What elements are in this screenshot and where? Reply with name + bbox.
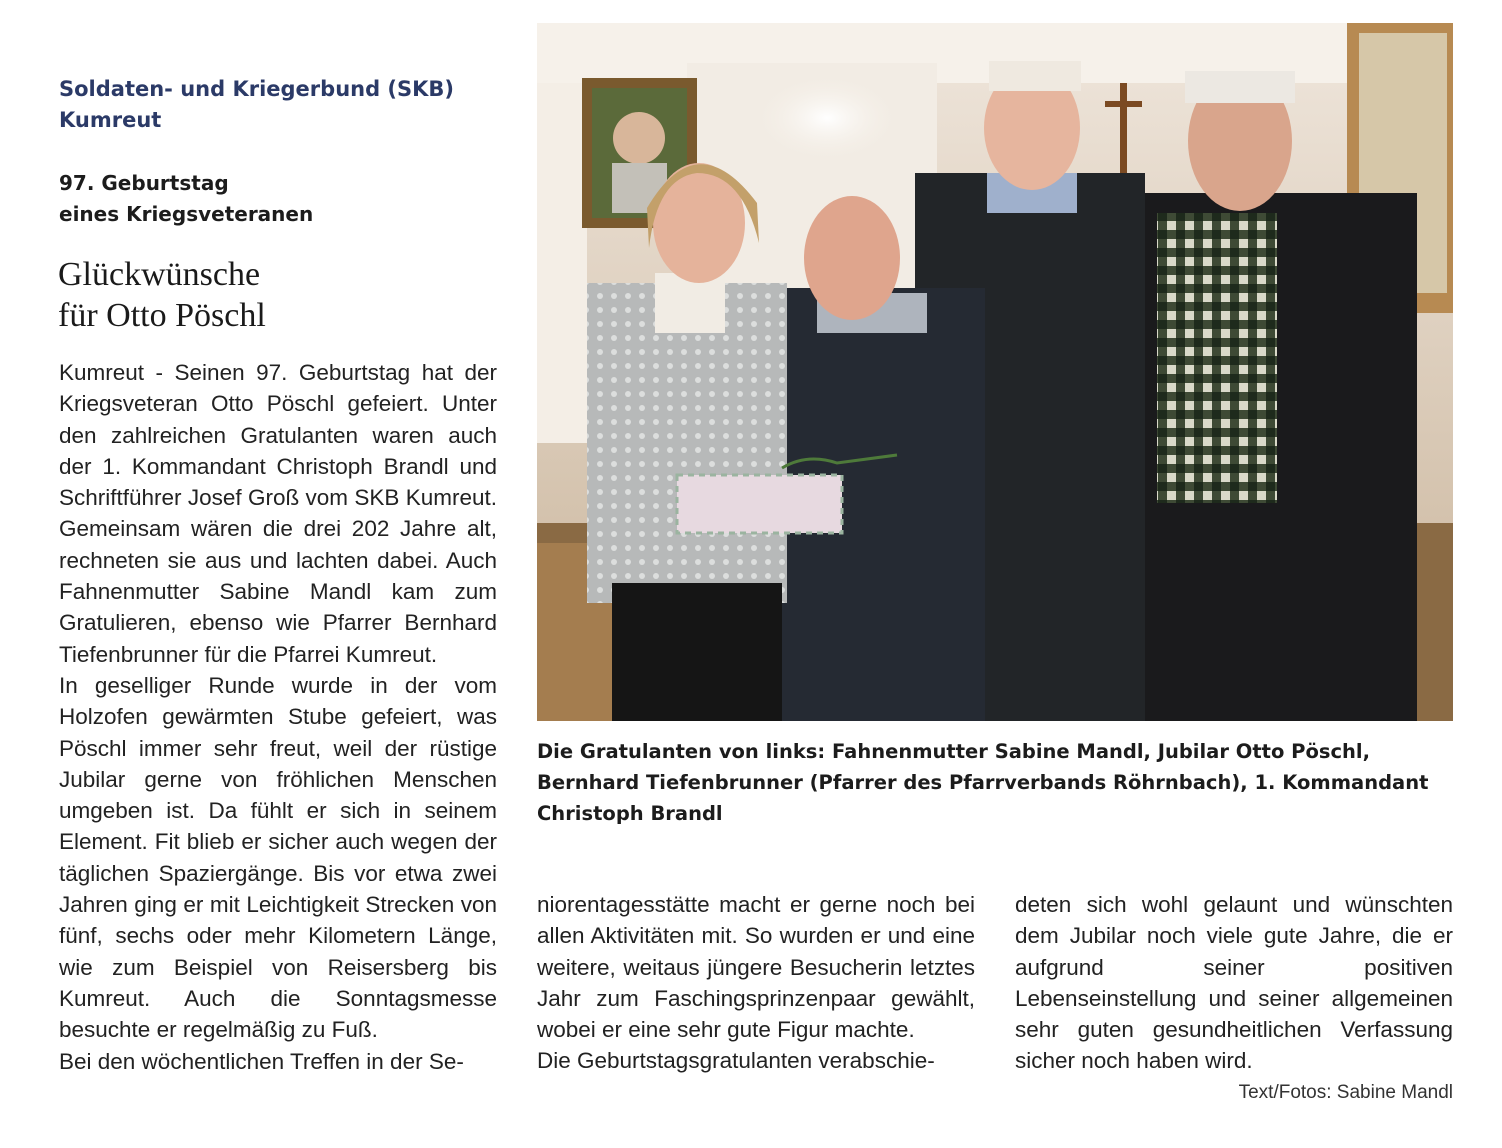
paragraph: deten sich wohl gelaunt und wünschten dem Jubilar noch viele gute Jahre, die er aufgrund seiner positiven Lebenseinstellung und seiner allgemeinen sehr guten gesundheitlichen Verfassung sicher noch haben wird. bbox=[1015, 892, 1453, 1074]
subheading bbox=[59, 168, 499, 230]
headline-line-1: Glückwünsche bbox=[58, 256, 261, 293]
photo-credit: Text/Fotos: Sabine Mandl bbox=[1238, 1082, 1453, 1103]
headline bbox=[58, 254, 498, 336]
subheading-line-1: 97. Geburtstag bbox=[59, 171, 229, 195]
photo bbox=[537, 23, 1453, 721]
article-column-3 bbox=[1015, 889, 1453, 1089]
subheading-line-2: eines Kriegsveteranen bbox=[59, 202, 314, 226]
organization-title: Soldaten- und Kriegerbund (SKB) Kumreut bbox=[59, 77, 455, 132]
article-column-1 bbox=[59, 357, 497, 1117]
paragraph: Kumreut - Seinen 97. Geburtstag hat der Kriegsveteran Otto Pöschl gefeiert. Unter den zahlreichen Gratulanten waren auch der 1. Kommandant Christoph Brandl und Schriftführer Josef Groß vom SKB Kumreut. Gemeinsam wären die drei 202 Jahre alt, rechneten sie aus und lachten dabei. Auch Fahnenmutter Sabine Mandl kam zum Gratulieren, ebenso wie Pfarrer Bernhard Tiefenbrunner für die Pfarrei Kumreut. bbox=[59, 360, 497, 667]
photo-caption: Die Gratulanten von links: Fahnenmutter Sabine Mandl, Jubilar Otto Pöschl, Bernhard Tiefenbrunner (Pfarrer des Pfarrverbands Röhrnbach), 1. Kommandant Christoph Brandl bbox=[537, 740, 1429, 825]
paragraph: niorentagesstätte macht er gerne noch bei allen Aktivitäten mit. So wurden er und eine weitere, weitaus jüngere Besucherin letztes Jahr zum Faschingsprinzenpaar gewählt, wobei er eine sehr gute Figur machte. bbox=[537, 892, 975, 1043]
paragraph: Die Geburtstagsgratulanten verabschie- bbox=[537, 1048, 935, 1074]
paragraph: In geselliger Runde wurde in der vom Holzofen gewärmten Stube gefeiert, was Pöschl immer sehr freut, weil der rüstige Jubilar gerne von fröhlichen Menschen umgeben ist. Da fühlt er sich in seinem Element. Fit blieb er sicher auch wegen der täglichen Spaziergänge. Bis vor etwa zwei Jahren ging er mit Leichtigkeit Strecken von fünf, sechs oder mehr Kilometern Länge, wie zum Beispiel von Reisersberg bis Kumreut. Auch die Sonntagsmesse besuchte er regelmäßig zu Fuß. bbox=[59, 672, 497, 1043]
paragraph: Bei den wöchentlichen Treffen in der Se- bbox=[59, 1048, 464, 1074]
headline-line-2: für Otto Pöschl bbox=[58, 297, 266, 334]
article-column-2 bbox=[537, 889, 975, 1119]
